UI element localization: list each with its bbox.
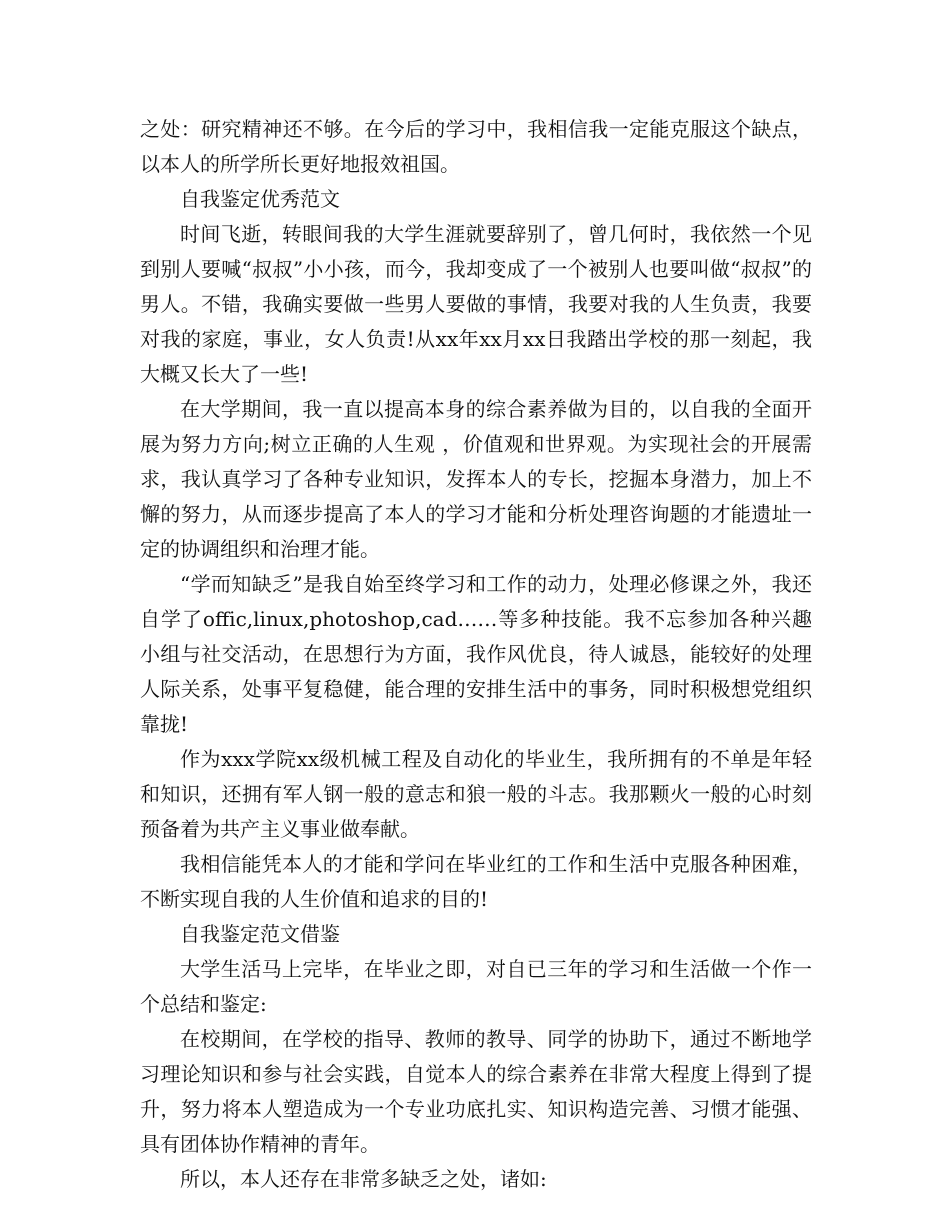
paragraph-graduate: 作为xxx学院xx级机械工程及自动化的毕业生，我所拥有的不单是年轻和知识，还拥有军人钢一般的意志和狼一般的斗志。我那颗火一般的心时刻预备着为共产主义事业做奉献。 (140, 747, 812, 841)
paragraph-college-ending: 大学生活马上完毕，在毕业之即，对自已三年的学习和生活做一个作一个总结和鉴定: (140, 957, 812, 1016)
paragraph-school-period: 在校期间，在学校的指导、教师的教导、同学的协助下，通过不断地学习理论知识和参与社会实践，自觉本人的综合素养在非常大程度上得到了提升，努力将本人塑造成为一个专业功底扎实、知识构造完善、习惯才能强、具有团体协作精神的青年。 (140, 1027, 812, 1156)
paragraph-learning-motivation: “学而知缺乏”是我自始至终学习和工作的动力，处理必修课之外，我还自学了offic,linux,photoshop,cad……等多种技能。我不忘参加各种兴趣小组与社交活动，在思想行为方面，我作风优良，待人诚恳，能较好的处理人际关系，处事平复稳健，能合理的安排生活中的事务，同时积极想党组织靠拢! (140, 572, 812, 736)
continuation-paragraph: 之处：研究精神还不够。在今后的学习中，我相信我一定能克服这个缺点，以本人的所学所长更好地报效祖国。 (140, 117, 812, 176)
section-heading-reference-sample: 自我鉴定范文借鉴 (180, 922, 340, 946)
section-heading-excellent-sample: 自我鉴定优秀范文 (180, 187, 340, 211)
paragraph-belief: 我相信能凭本人的才能和学问在毕业红的工作和生活中克服各种困难，不断实现自我的人生价值和追求的目的! (140, 852, 812, 911)
paragraph-university-period: 在大学期间，我一直以提高本身的综合素养做为目的，以自我的全面开展为努力方向;树立正确的人生观 ，价值观和世界观。为实现社会的开展需求，我认真学习了各种专业知识，发挥本人的专长，挖掘本身潜力，加上不懈的努力，从而逐步提高了本人的学习才能和分析处理咨询题的才能遗址一定的协调组织和治理才能。 (140, 397, 812, 561)
paragraph-shortcomings: 所以，本人还存在非常多缺乏之处，诸如: (180, 1167, 547, 1191)
document-body (140, 112, 812, 1197)
paragraph-time-flies: 时间飞逝，转眼间我的大学生涯就要辞别了，曾几何时，我依然一个见到别人要喊“叔叔”小小孩，而今，我却变成了一个被别人也要叫做“叔叔”的男人。不错，我确实要做一些男人要做的事情，我要对我的人生负责，我要对我的家庭，事业，女人负责!从xx年xx月xx日我踏出学校的那一刻起，我大概又长大了一些! (140, 222, 812, 386)
